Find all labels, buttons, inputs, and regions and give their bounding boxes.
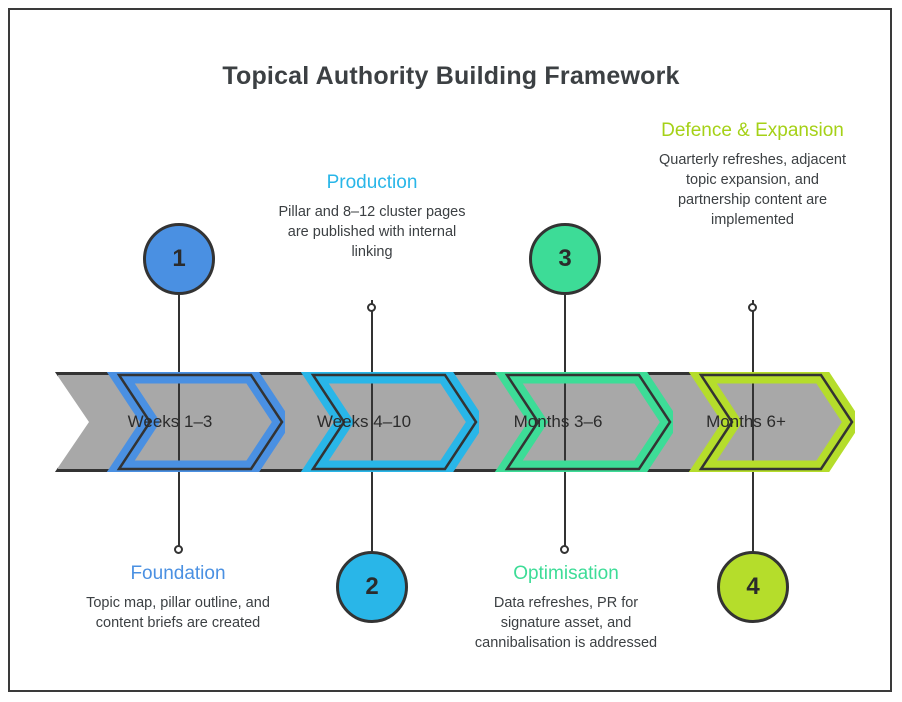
stage-number-2[interactable]	[336, 551, 408, 623]
stage-number-1-text: 1	[172, 245, 186, 272]
stage-body-1: Topic map, pillar outline, and content briefs are created	[86, 595, 270, 631]
connector-dot-stage-2	[367, 303, 376, 312]
stage-number-4-text: 4	[746, 573, 760, 600]
chevron-label-2: Weeks 4–10	[316, 412, 412, 431]
stage-text-3	[466, 561, 666, 653]
stage-heading-4: Defence & Expansion	[661, 120, 844, 141]
stage-number-4[interactable]	[717, 551, 789, 623]
stage-heading-1: Foundation	[130, 563, 226, 584]
diagram-title: Topical Authority Building Framework	[222, 62, 680, 90]
stage-text-2	[277, 170, 467, 262]
chevron-label-1: Weeks 1–3	[127, 412, 213, 431]
connector-dot-stage-4	[748, 303, 757, 312]
chevron-label-3: Months 3–6	[513, 412, 603, 431]
stage-number-2-text: 2	[365, 573, 379, 600]
stage-number-3[interactable]	[529, 223, 601, 295]
chevron-band	[55, 372, 855, 472]
stage-number-1[interactable]	[143, 223, 215, 295]
connector-dot-stage-1	[174, 545, 183, 554]
chevron-label-4: Months 6+	[706, 412, 786, 431]
connector-dot-stage-3	[560, 545, 569, 554]
chevron-stage-4[interactable]	[637, 372, 855, 472]
stage-body-3: Data refreshes, PR for signature asset, and cannibalisation is addressed	[474, 595, 658, 651]
stage-heading-2: Production	[326, 172, 418, 193]
stage-text-4	[655, 118, 850, 230]
stage-heading-3: Optimisation	[513, 563, 619, 584]
stage-number-3-text: 3	[558, 245, 572, 272]
stage-text-1	[78, 561, 278, 633]
stage-body-4: Quarterly refreshes, adjacent topic expansion, and partnership content are implemented	[659, 152, 846, 228]
stage-body-2: Pillar and 8–12 cluster pages are published with internal linking	[278, 204, 466, 260]
